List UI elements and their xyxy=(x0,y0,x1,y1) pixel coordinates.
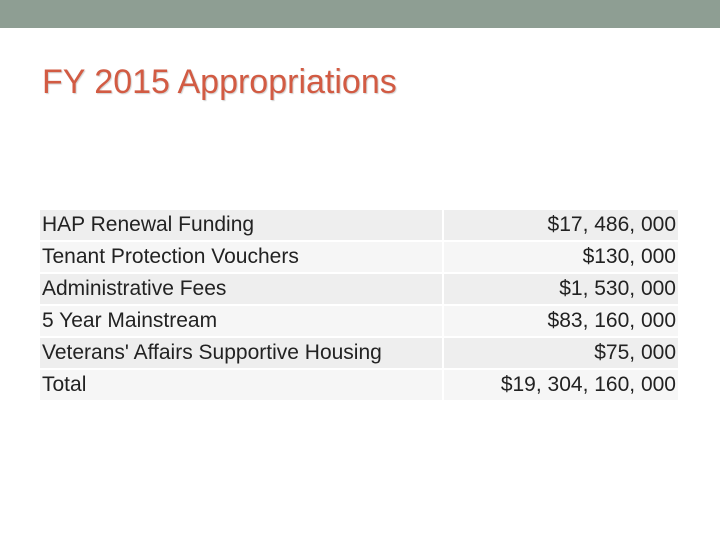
table-row-total xyxy=(40,370,678,402)
row-amount: $83, 160, 000 xyxy=(444,306,678,338)
table-row xyxy=(40,306,678,338)
row-label: Administrative Fees xyxy=(40,274,444,306)
row-label: Veterans' Affairs Supportive Housing xyxy=(40,338,444,370)
row-label: HAP Renewal Funding xyxy=(40,210,444,242)
table-row xyxy=(40,338,678,370)
total-amount: $19, 304, 160, 000 xyxy=(444,370,678,402)
row-amount: $75, 000 xyxy=(444,338,678,370)
row-label: Tenant Protection Vouchers xyxy=(40,242,444,274)
slide-title: FY 2015 Appropriations xyxy=(42,63,397,101)
row-amount: $130, 000 xyxy=(444,242,678,274)
row-amount: $1, 530, 000 xyxy=(444,274,678,306)
row-amount: $17, 486, 000 xyxy=(444,210,678,242)
table-row xyxy=(40,274,678,306)
row-label: 5 Year Mainstream xyxy=(40,306,444,338)
table-row xyxy=(40,210,678,242)
top-accent-bar xyxy=(0,0,720,28)
table-row xyxy=(40,242,678,274)
total-label: Total xyxy=(40,370,444,402)
appropriations-table xyxy=(40,210,678,402)
